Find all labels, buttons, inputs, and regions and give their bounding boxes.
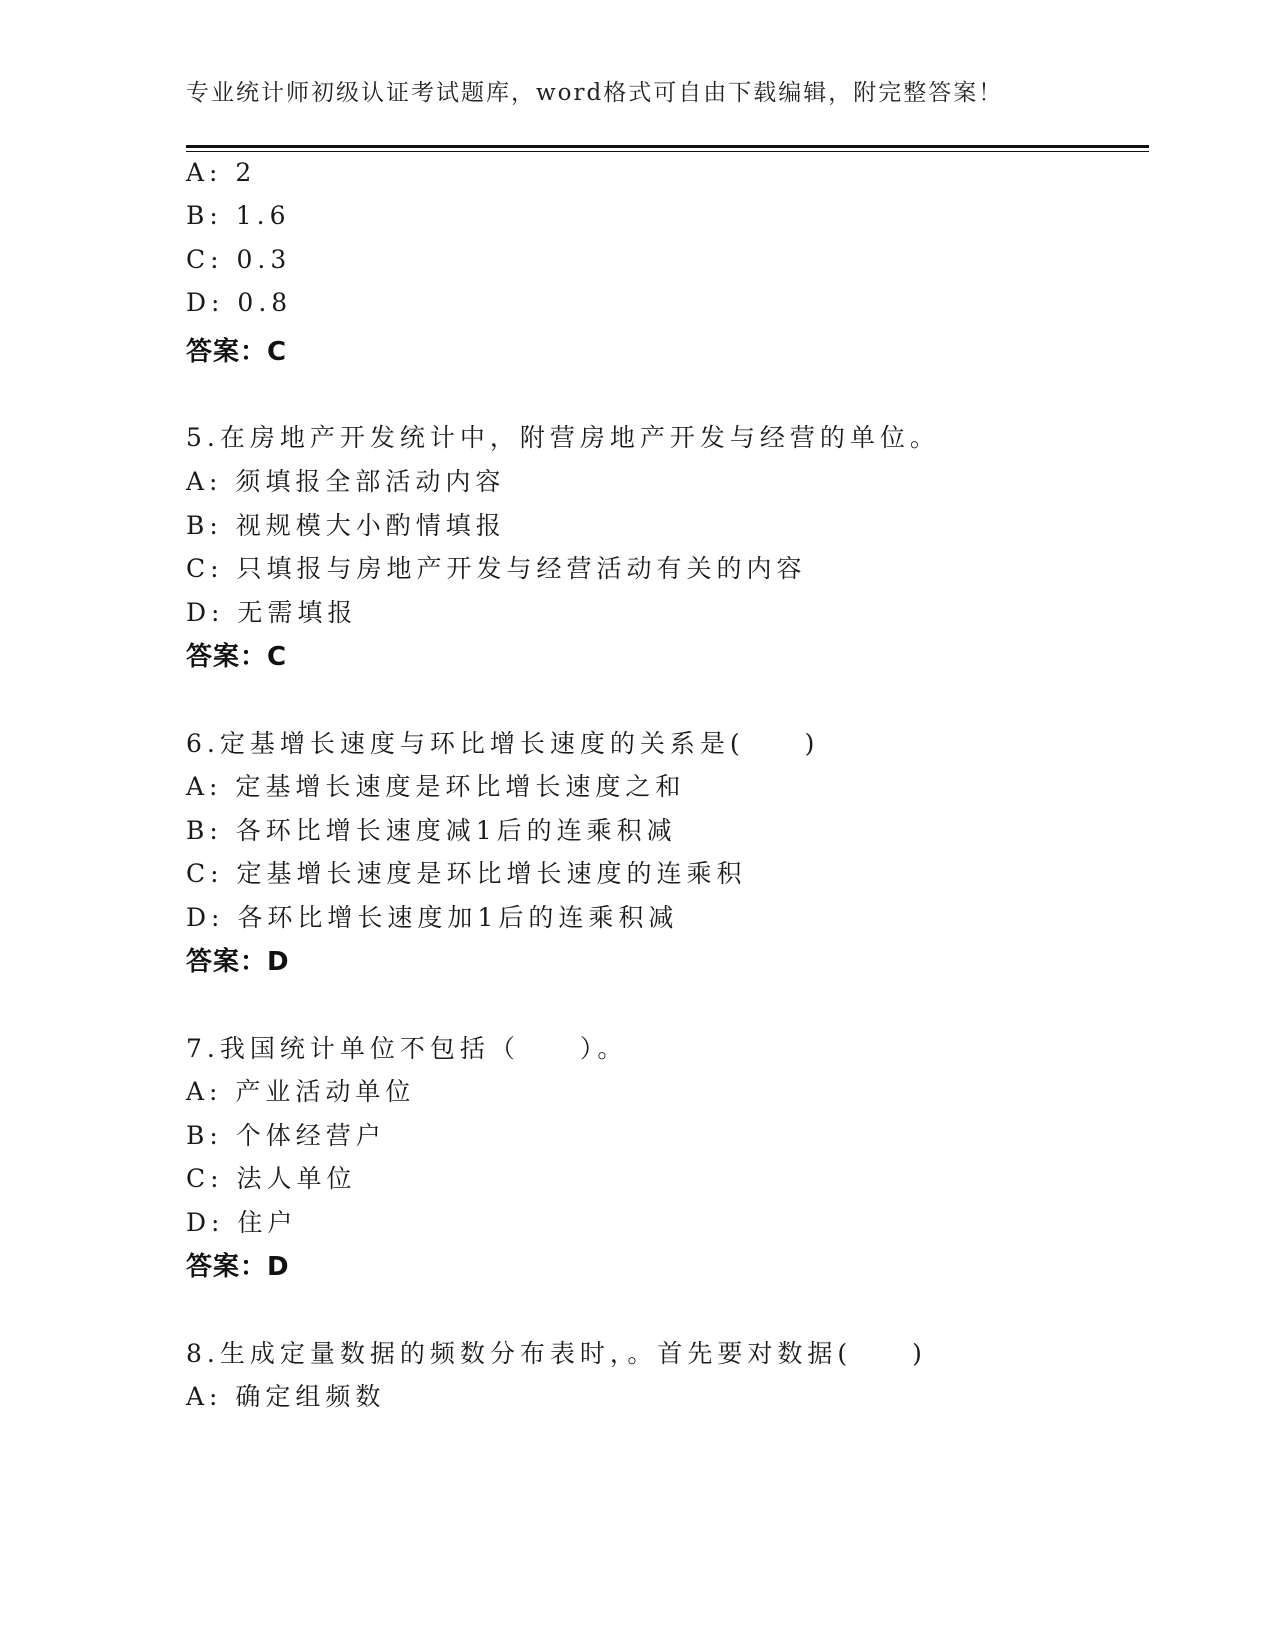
option-c: C: 只填报与房地产开发与经营活动有关的内容 [186,554,807,583]
answer-line: 答案：C [186,642,288,672]
header-title: 专业统计师初级认证考试题库，word格式可自由下载编辑，附完整答案！ [186,80,1004,106]
option-a: A: 定基增长速度是环比增长速度之和 [186,772,686,801]
option-a: A: 产业活动单位 [186,1077,416,1106]
option-c: C: 定基增长速度是环比增长速度的连乘积 [186,859,747,888]
option-d: D: 各环比增长速度加1后的连乘积减 [186,903,679,932]
option-a: A: 须填报全部活动内容 [186,467,506,496]
option-b: B: 个体经营户 [186,1121,386,1150]
option-b: B: 视规模大小酌情填报 [186,511,506,540]
option-d: D: 住户 [186,1208,298,1237]
answer-line: 答案：C [186,337,288,367]
option-d: D: 无需填报 [186,598,358,627]
question-stem: 5.在房地产开发统计中，附营房地产开发与经营的单位。 [186,423,940,452]
answer-line: 答案：D [186,1252,290,1282]
question-stem: 6.定基增长速度与环比增长速度的关系是( ) [186,729,820,758]
option-c: C: 法人单位 [186,1164,357,1193]
option-b: B: 1.6 [186,201,291,230]
question-stem: 8.生成定量数据的频数分布表时，。首先要对数据( ) [186,1339,927,1368]
option-d: D: 0.8 [186,288,293,317]
header-rule-thick [186,145,1149,148]
option-a: A: 2 [186,158,257,187]
header-rule-thin [186,151,1149,152]
answer-line: 答案：D [186,947,290,977]
option-c: C: 0.3 [186,245,292,274]
question-stem: 7.我国统计单位不包括（ ）。 [186,1034,628,1063]
option-b: B: 各环比增长速度减1后的连乘积减 [186,816,677,845]
option-a: A: 确定组频数 [186,1382,386,1411]
